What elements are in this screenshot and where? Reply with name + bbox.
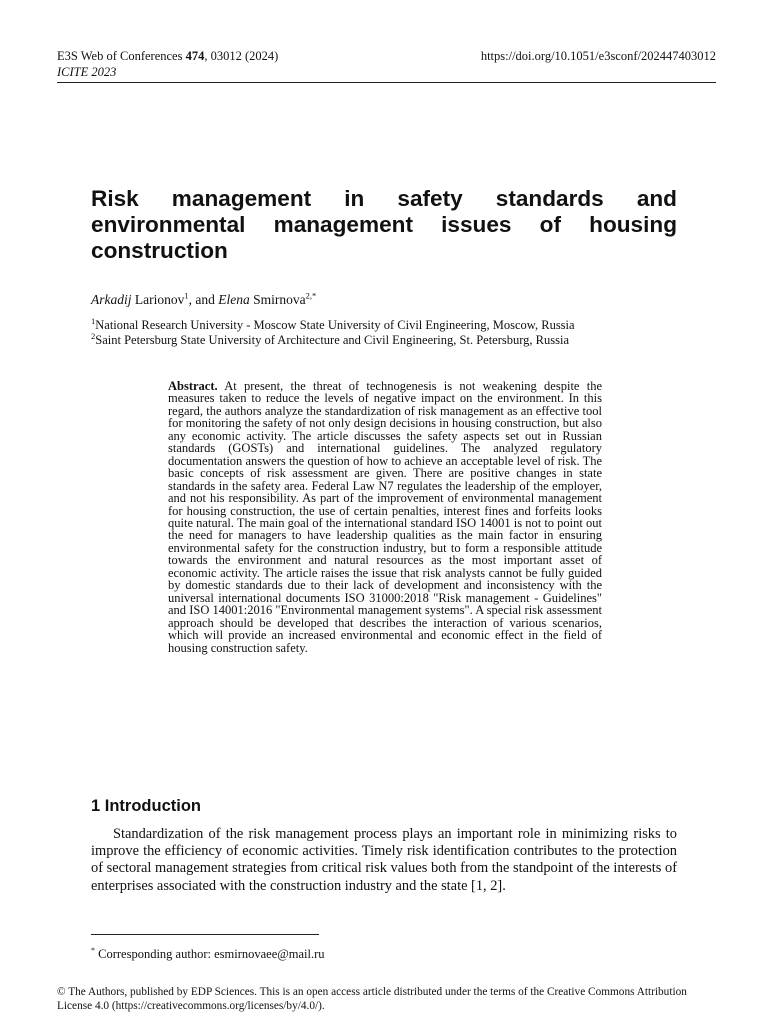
abstract <box>168 380 602 654</box>
journal-name: E3S Web of Conferences <box>57 49 186 63</box>
affiliation-1-number: 1 <box>91 315 96 326</box>
paper-title: Risk management in safety standards and environmental management issues of housing construction <box>91 186 677 263</box>
author-list <box>91 291 316 309</box>
author-connector: , and <box>188 292 219 307</box>
affiliations <box>91 315 575 347</box>
affiliation-2 <box>91 330 575 348</box>
doi-link[interactable]: https://doi.org/10.1051/e3sconf/202447403012 <box>480 49 716 63</box>
abstract-text: At present, the threat of technogenesis is not weakening despite the measures taken to reduce the levels of negative impact on the environment. In this regard, the authors analyze the standardization of risk management as an effective tool for monitoring the safety of not only design decisions in housing construction, but also any economic activity. The article discusses the safety aspects set out in Russian standards (GOSTs) and international guidelines. The analyzed regulatory documentation answers the question of how to achieve an acceptable level of risk. The basic concepts of risk assessment are given. There are positive changes in state standards in the safety area. Federal Law N7 regulates the leadership of the employer, and not his responsibility. As part of the improvement of environmental management for housing construction, the use of certain penalties, interest fines and forfeits looks quite natural. The main goal of the international standard ISO 14001 is not to point out the need for managers to have leadership qualities as the main factor in ensuring environmental safety for the construction industry, but to form a responsible attitude towards the environment and natural resources as the most important asset of economic activity. The article raises the issue that risk analysts cannot be fully guided by domestic standards due to their lack of development and inconsistency with the universal international documents ISO 31000:2018 "Risk management - Guidelines" and ISO 14001:2016 "Environmental management systems". A special risk assessment approach should be developed that describes the interaction of various scenarios, which will provide an increased environmental and economic effect in the field of housing construction safety. <box>168 379 602 655</box>
footnote-mark: * <box>91 946 95 955</box>
author1-first-name: Arkadij <box>91 292 132 307</box>
running-header <box>57 48 716 80</box>
introduction-paragraph: Standardization of the risk management process plays an important role in minimizing risks to improve the efficiency of economic activities. Timely risk identification contributes to the protection of sectoral management strategies from critical risk values both from the standpoint of the interests of enterprises associated with the construction industry and the state [1, 2]. <box>91 826 677 894</box>
header-divider <box>57 82 716 83</box>
section-heading-introduction: 1 Introduction <box>91 797 201 815</box>
abstract-label: Abstract. <box>168 379 218 393</box>
author2-last-name: Smirnova <box>249 292 306 307</box>
author2-affiliation-mark: 2,* <box>305 290 317 301</box>
affiliation-1-text: National Research University - Moscow State University of Civil Engineering, Moscow, Russia <box>95 318 575 332</box>
author1-affiliation-mark: 1 <box>184 290 189 301</box>
affiliation-1 <box>91 315 575 333</box>
conference-name: ICITE 2023 <box>57 65 117 79</box>
journal-volume: 474 <box>185 49 205 63</box>
affiliation-2-text: Saint Petersburg State University of Architecture and Civil Engineering, St. Petersburg, Russia <box>95 332 570 347</box>
footnote <box>91 943 325 962</box>
footnote-divider <box>91 934 319 935</box>
author2-first-name: Elena <box>218 292 250 307</box>
author1-last-name: Larionov <box>131 292 185 307</box>
affiliation-2-number: 2 <box>91 330 96 341</box>
footnote-text: Corresponding author: esmirnovaee@mail.ru <box>95 947 325 962</box>
journal-reference <box>57 48 278 64</box>
license-notice: © The Authors, published by EDP Sciences. This is an open access article distributed under the terms of the Creative Commons Attribution License 4.0 (https://creativecommons.org/licenses/by/4.0/). <box>57 986 687 1012</box>
article-reference: , 03012 (2024) <box>204 49 279 63</box>
